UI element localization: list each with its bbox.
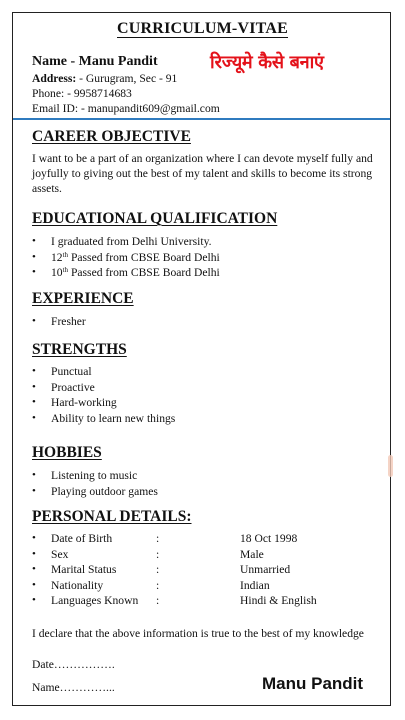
phone-line: Phone: - 9958714683 [32,87,132,100]
list-item: • 10th Passed from CBSE Board Delhi [32,265,220,281]
list-item: • Playing outdoor games [32,484,158,500]
name-line: Name…………... [32,681,115,694]
table-row: • Date of Birth : 18 Oct 1998 [32,532,298,545]
cv-title: CURRICULUM-VITAE [117,20,288,37]
address-label: Address: [32,72,77,85]
candidate-name: Name - Manu Pandit [32,54,158,69]
row-value: Unmarried [240,563,291,576]
email-line: Email ID: - manupandit609@gmail.com [32,102,220,115]
table-row: • Marital Status : Unmarried [32,563,291,576]
table-row: • Nationality : Indian [32,578,270,592]
table-row: • Languages Known : Hindi & English [32,594,317,607]
education-heading: EDUCATIONAL QUALIFICATION [32,210,278,227]
list-item: • 12th Passed from CBSE Board Delhi [32,250,220,266]
row-value: Hindi & English [240,594,317,607]
row-value: 18 Oct 1998 [240,532,298,545]
personal-details-table [32,531,362,609]
list-item: • Hard-working [32,395,175,411]
list-item: • I graduated from Delhi University. [32,234,220,250]
row-label: Languages Known [51,594,139,607]
personal-details-heading: PERSONAL DETAILS: [32,508,192,525]
declaration-text: I declare that the above information is true to the best of my knowledge [32,627,364,640]
address-line [32,72,177,85]
table-row: • Sex : Male [32,547,264,561]
row-value: Indian [240,578,270,592]
strengths-list [32,364,175,426]
row-label: Marital Status [51,563,117,576]
row-value: Male [240,547,264,561]
list-item: • Ability to learn new things [32,411,175,427]
hobbies-list [32,468,158,499]
date-line: Date……………. [32,658,115,671]
strengths-heading: STRENGTHS [32,341,127,358]
edge-mark [388,455,393,477]
signature: Manu Pandit [262,674,364,693]
career-objective-text: I want to be a part of an organization where I can devote myself fully and joyfully to giving out the best of my talent and skills to become its strong assets. [32,152,373,195]
header-divider [13,118,390,120]
education-list [32,234,220,281]
experience-heading: EXPERIENCE [32,290,134,307]
list-item: • Punctual [32,364,175,380]
row-label: Nationality [51,578,104,592]
address-value: - Gurugram, Sec - 91 [76,72,178,85]
list-item: • Proactive [32,380,175,396]
row-label: Sex [51,547,69,561]
experience-list [32,314,86,330]
hobbies-heading: HOBBIES [32,444,102,461]
row-label: Date of Birth [51,532,113,545]
list-item: • Listening to music [32,468,158,484]
career-objective-heading: CAREER OBJECTIVE [32,128,191,145]
list-item: • Fresher [32,314,86,330]
hindi-caption: रिज्यूमे कैसे बनाएं [210,52,324,73]
